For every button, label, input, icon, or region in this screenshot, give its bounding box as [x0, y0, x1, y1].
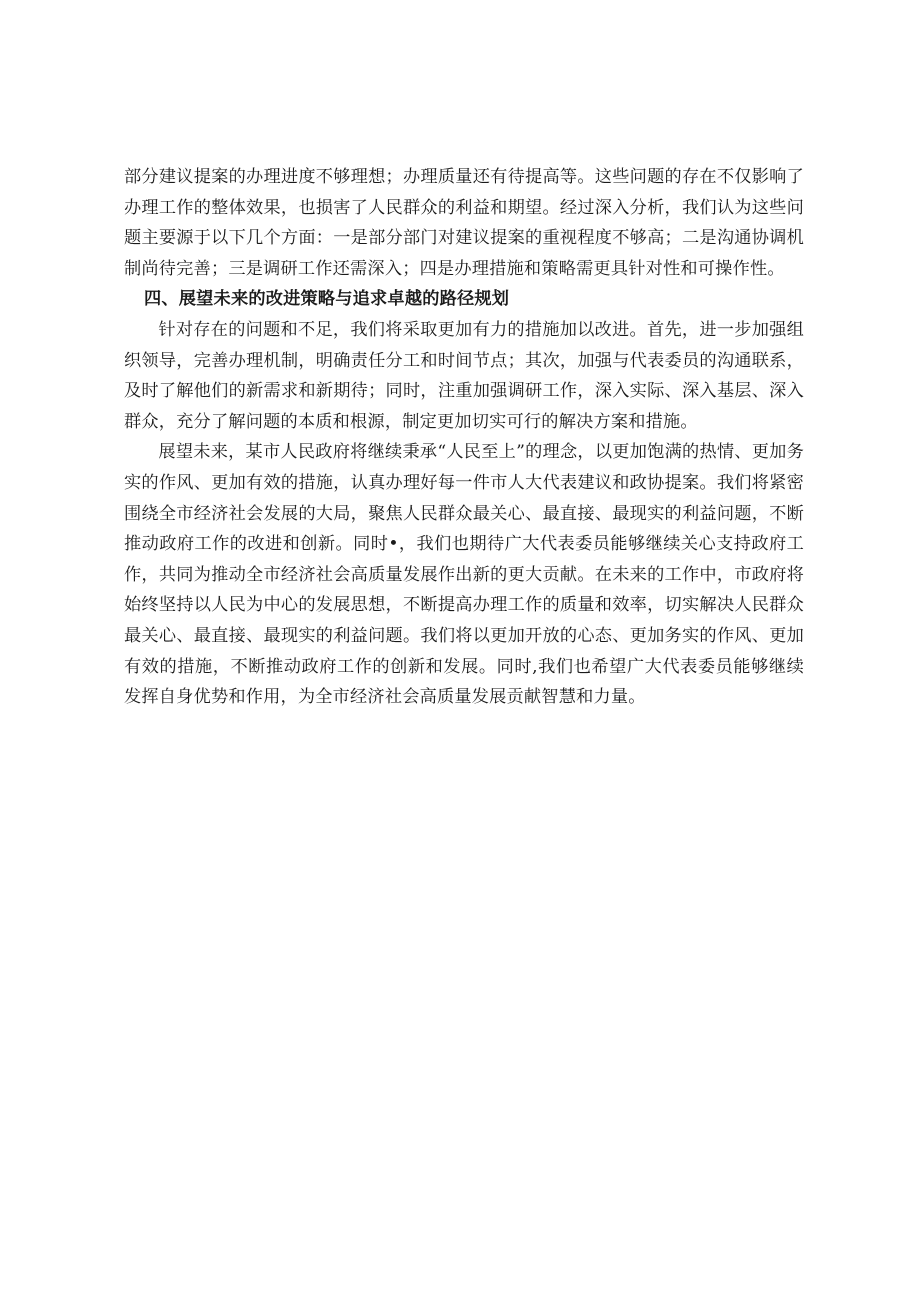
paragraph-improvement-measures: 针对存在的问题和不足，我们将采取更加有力的措施加以改进。首先，进一步加强组织领导，完善办理机制，明确责任分工和时间节点；其次，加强与代表委员的沟通联系，及时了解他们的新需求和新期待；同时，注重加强调研工作，深入实际、深入基层、深入群众，充分了解问题的本质和根源，制定更加切实可行的解决方案和措施。 — [124, 319, 804, 432]
document-page — [124, 162, 804, 713]
paragraph-continued: 部分建议提案的办理进度不够理想；办理质量还有待提高等。这些问题的存在不仅影响了办理工作的整体效果，也损害了人民群众的利益和期望。经过深入分析，我们认为这些问题主要源于以下几个方面：一是部分部门对建议提案的重视程度不够高；二是沟通协调机制尚待完善；三是调研工作还需深入；四是办理措施和策略需更具针对性和可操作性。 — [124, 167, 804, 279]
paragraph-outlook: 展望未来，某市人民政府将继续秉承“人民至上”的理念，以更加饱满的热情、更加务实的作风、更加有效的措施，认真办理好每一件市人大代表建议和政协提案。我们将紧密围绕全市经济社会发展的大局，聚焦人民群众最关心、最直接、最现实的利益问题，不断推动政府工作的改进和创新。同时•，我们也期待广大代表委员能够继续关心支持政府工作，共同为推动全市经济社会高质量发展作出新的更大贡献。在未来的工作中，市政府将始终坚持以人民为中心的发展思想，不断提高办理工作的质量和效率，切实解决人民群众最关心、最直接、最现实的利益问题。我们将以更加开放的心态、更加务实的作风、更加有效的措施，不断推动政府工作的创新和发展。同时,我们也希望广大代表委员能够继续发挥自身优势和作用，为全市经济社会高质量发展贡献智慧和力量。 — [124, 442, 804, 708]
section-heading-4: 四、展望未来的改进策略与追求卓越的路径规划 — [144, 289, 510, 310]
